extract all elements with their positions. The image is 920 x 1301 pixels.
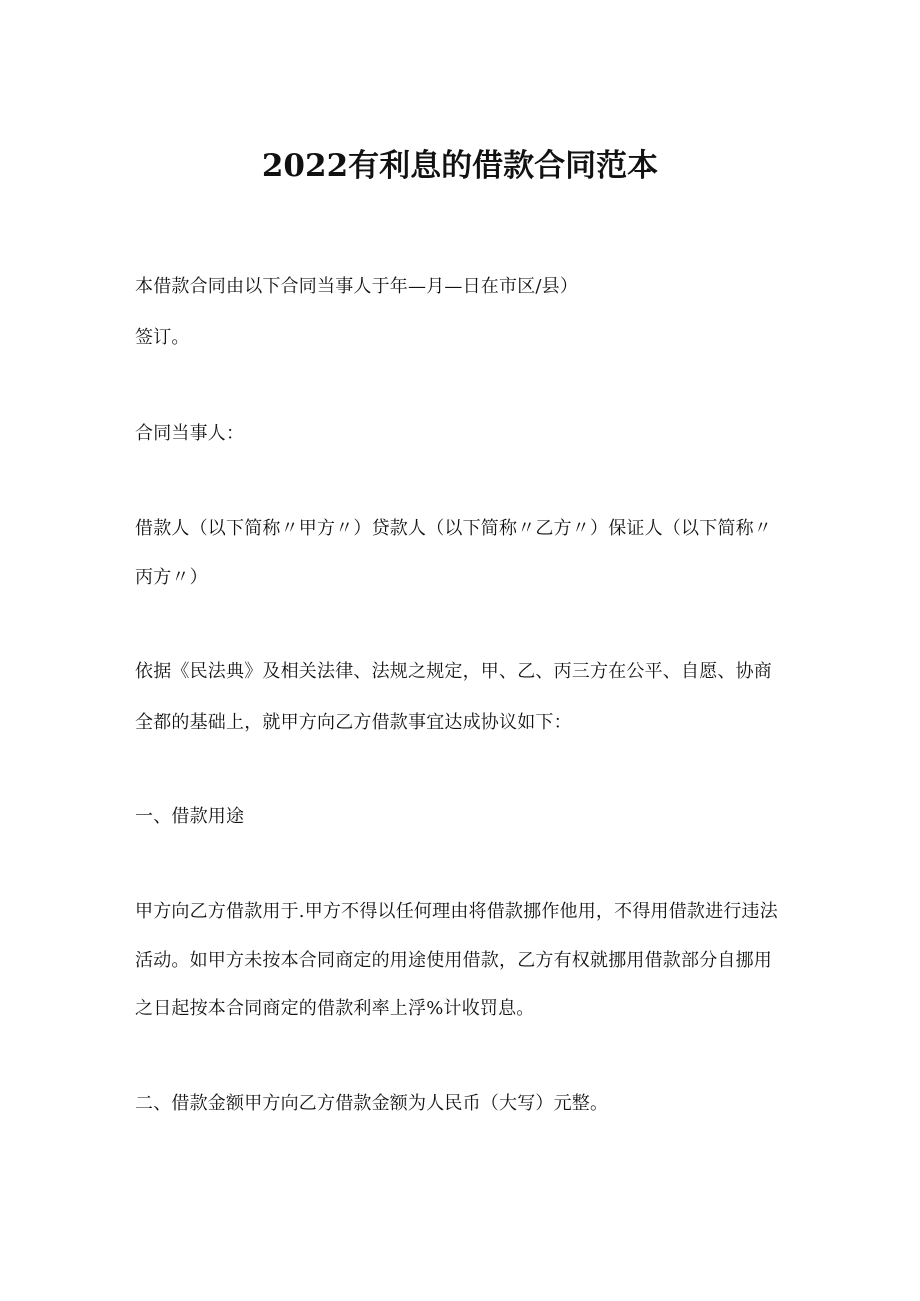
paragraph-line: 本借款合同由以下合同当事人于年—月—日在市区/县） [135,276,579,297]
paragraph-line: 签订。 [135,327,190,348]
paragraph-line: 甲方向乙方借款用于.甲方不得以任何理由将借款挪作他用，不得用借款进行违法 [135,901,778,922]
section-heading: 一、借款用途 [135,806,245,827]
paragraph-line: 丙方〃） [135,567,208,588]
paragraph-line: 之日起按本合同商定的借款利率上浮%计收罚息。 [135,998,535,1019]
paragraph-line: 全都的基础上，就甲方向乙方借款事宜达成协议如下： [135,712,572,733]
paragraph-line: 依据《民法典》及相关法律、法规之规定，甲、乙、丙三方在公平、自愿、协商 [135,661,772,682]
document-title: 2022有利息的借款合同范本 [261,148,659,184]
paragraph-line: 合同当事人： [135,423,245,444]
section-heading: 二、借款金额甲方向乙方借款金额为人民币（大写）元整。 [135,1093,609,1114]
paragraph-line: 活动。如甲方未按本合同商定的用途使用借款，乙方有权就挪用借款部分自挪用 [135,950,772,971]
paragraph-line: 借款人（以下简称〃甲方〃）贷款人（以下简称〃乙方〃）保证人（以下简称〃 [135,518,772,539]
